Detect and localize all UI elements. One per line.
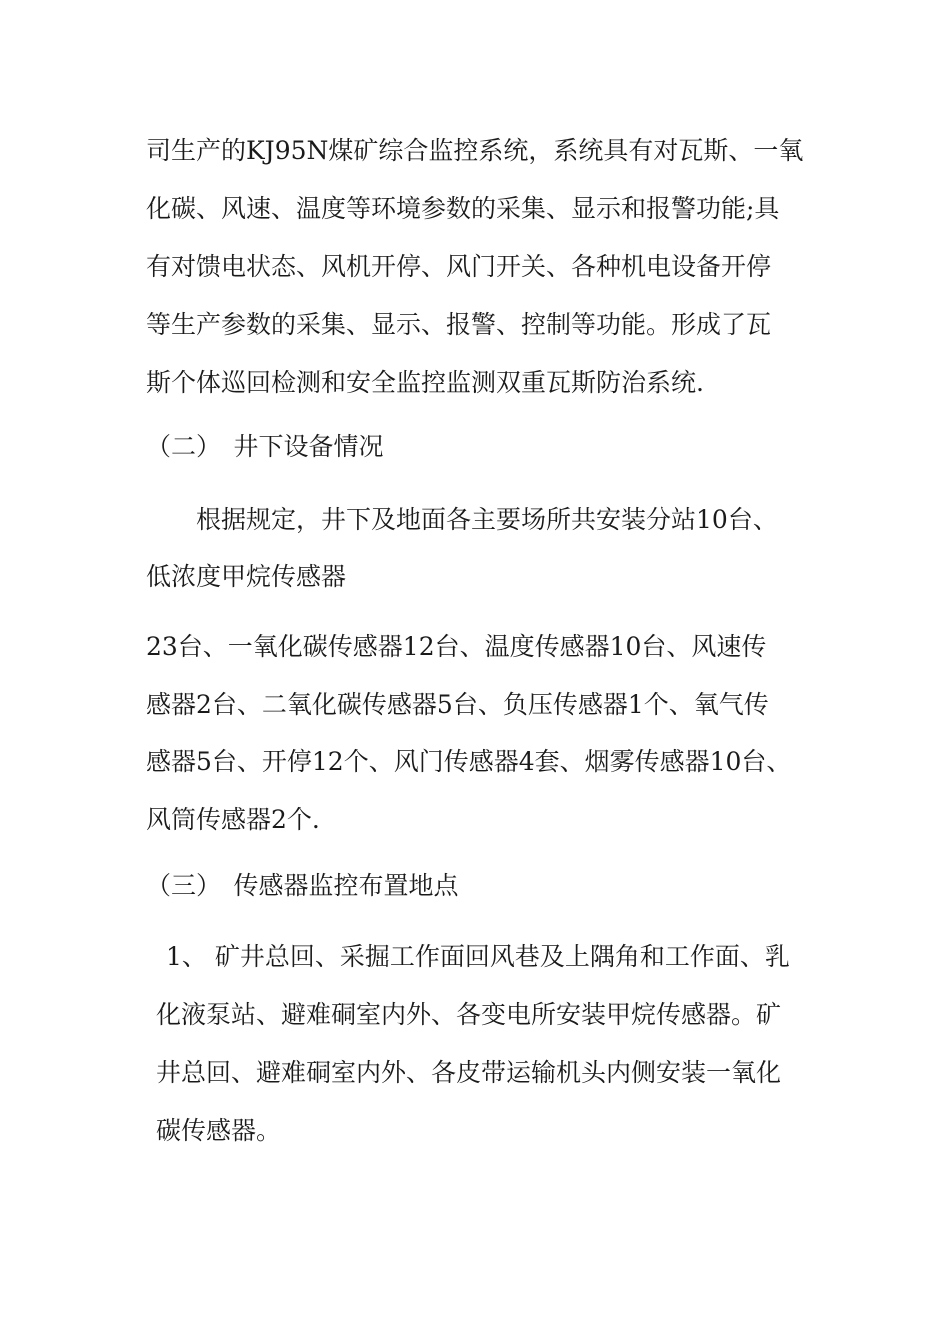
section-3-item-1-line-4: 碳传感器。 (156, 1116, 282, 1145)
section-2-para-2-line-3: 感器5台、开停12个、风门传感器4套、烟雾传感器10台、 (146, 747, 792, 776)
section-3-item-1-line-1: 1、 矿井总回、采掘工作面回风巷及上隅角和工作面、乳 (166, 942, 790, 971)
section-2-heading: （二） 井下设备情况 (146, 432, 384, 461)
intro-line-2: 化碳、风速、温度等环境参数的采集、显示和报警功能;具 (146, 194, 780, 223)
intro-line-4: 等生产参数的采集、显示、报警、控制等功能。形成了瓦 (146, 310, 772, 339)
section-2-para-2-line-2: 感器2台、二氧化碳传感器5台、负压传感器1个、氧气传 (146, 690, 769, 719)
section-2-para-2-line-4: 风筒传感器2个. (146, 805, 320, 834)
section-3-item-1-line-3: 井总回、避难硐室内外、各皮带运输机头内侧安装一氧化 (156, 1058, 782, 1087)
intro-line-3: 有对馈电状态、风机开停、风门开关、各种机电设备开停 (146, 252, 772, 281)
intro-line-1: 司生产的KJ95N煤矿综合监控系统，系统具有对瓦斯、一氧 (146, 136, 804, 165)
intro-line-5: 斯个体巡回检测和安全监控监测双重瓦斯防治系统. (146, 368, 704, 397)
section-3-item-1-line-2: 化液泵站、避难硐室内外、各变电所安装甲烷传感器。矿 (156, 1000, 782, 1029)
section-2-para-1-line-1: 根据规定，井下及地面各主要场所共安装分站10台、 (196, 505, 778, 534)
section-2-para-1-line-2: 低浓度甲烷传感器 (146, 562, 347, 591)
section-2-para-2-line-1: 23台、一氧化碳传感器12台、温度传感器10台、风速传 (146, 632, 767, 661)
section-3-heading: （三） 传感器监控布置地点 (146, 871, 459, 900)
